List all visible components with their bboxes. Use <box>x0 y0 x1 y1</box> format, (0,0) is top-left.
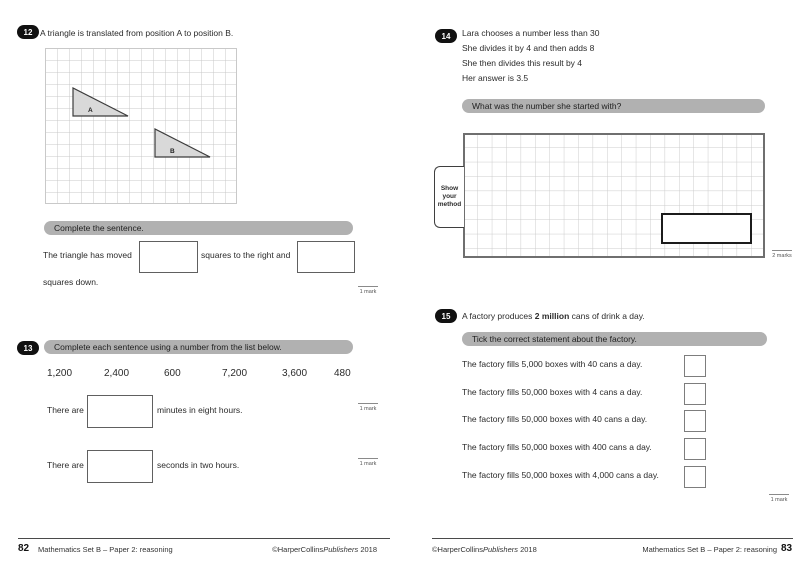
translation-grid <box>45 48 237 204</box>
q13-sentence1-suffix: minutes in eight hours. <box>157 405 243 415</box>
q15-statement: The factory fills 50,000 boxes with 4,000 cans a day. <box>462 470 659 480</box>
q15-checkbox-5[interactable] <box>684 466 706 488</box>
right-page-number: 83 <box>781 543 793 554</box>
show-method-line: method <box>437 201 462 208</box>
q13-number-option: 2,400 <box>104 368 130 379</box>
q15-instruction: Tick the correct statement about the factory. <box>472 334 637 344</box>
copyright-year: 2018 <box>520 545 537 554</box>
q15-checkbox-1[interactable] <box>684 355 706 377</box>
q14-instruction: What was the number she started with? <box>472 101 622 111</box>
q14-line: She divides it by 4 and then adds 8 <box>462 43 595 53</box>
q15-statement: The factory fills 50,000 boxes with 4 cans a day. <box>462 387 643 397</box>
q12-sentence-end: squares down. <box>43 277 99 287</box>
q15-statement: The factory fills 50,000 boxes with 40 cans a day. <box>462 414 648 424</box>
q14-marks-label: 2 marks <box>772 250 792 259</box>
q15-prompt-end: cans of drink a day. <box>571 311 645 321</box>
q13-mark-label-1: 1 mark <box>358 403 378 412</box>
right-footer-title: Mathematics Set B – Paper 2: reasoning <box>642 545 777 554</box>
q13-number-option: 600 <box>164 368 181 379</box>
q14-answer-box[interactable] <box>661 213 752 244</box>
left-footer-copyright <box>272 545 377 554</box>
q13-sentence2-prefix: There are <box>47 460 84 470</box>
q13-number-option: 1,200 <box>47 368 73 379</box>
q13-sentence1-prefix: There are <box>47 405 84 415</box>
q12-answer-box-right[interactable] <box>139 241 198 273</box>
q13-mark-label-2: 1 mark <box>358 458 378 467</box>
triangle-b-label: B <box>170 148 175 155</box>
question-13-number: 13 <box>23 343 33 353</box>
question-12-badge <box>17 25 39 39</box>
copyright-publisher: Publishers <box>482 545 518 554</box>
q13-instruction: Complete each sentence using a number from the list below. <box>54 342 282 352</box>
q15-instruction-bar <box>462 332 767 346</box>
q15-checkbox-2[interactable] <box>684 383 706 405</box>
q15-prompt-start: A factory produces <box>462 311 533 321</box>
q14-instruction-bar <box>462 99 765 113</box>
q12-answer-box-down[interactable] <box>297 241 355 273</box>
q12-instruction-bar <box>44 221 353 235</box>
q15-statement: The factory fills 50,000 boxes with 400 cans a day. <box>462 442 652 452</box>
question-13-badge <box>17 341 39 355</box>
q13-number-option: 3,600 <box>282 368 308 379</box>
q15-checkbox-3[interactable] <box>684 410 706 432</box>
grid-squares <box>45 48 237 204</box>
question-15-number: 15 <box>441 311 451 321</box>
q14-line: She then divides this result by 4 <box>462 58 583 68</box>
show-your-method-tab <box>434 166 464 228</box>
copyright-prefix: ©HarperCollins <box>432 545 483 554</box>
left-footer-rule <box>18 538 390 539</box>
q13-number-option: 480 <box>334 368 351 379</box>
copyright-publisher: Publishers <box>323 545 359 554</box>
show-method-line: your <box>442 193 457 200</box>
right-footer-rule <box>432 538 793 539</box>
question-14-badge <box>435 29 457 43</box>
show-method-line: Show <box>440 185 459 192</box>
q15-prompt <box>462 311 645 321</box>
q12-instruction: Complete the sentence. <box>54 223 144 233</box>
question-15-badge <box>435 309 457 323</box>
q13-answer-box-minutes[interactable] <box>87 395 153 428</box>
question-12-prompt: A triangle is translated from position A to position B. <box>40 28 234 38</box>
q14-line: Lara chooses a number less than 30 <box>462 28 600 38</box>
q15-checkbox-4[interactable] <box>684 438 706 460</box>
q12-mark-label: 1 mark <box>358 286 378 295</box>
q15-prompt-bold: 2 million <box>534 311 570 321</box>
triangle-a-label: A <box>88 107 93 114</box>
copyright-year: 2018 <box>360 545 377 554</box>
q13-answer-box-seconds[interactable] <box>87 450 153 483</box>
q14-statement-lines <box>462 26 600 86</box>
q13-instruction-bar <box>44 340 353 354</box>
q13-sentence2-suffix: seconds in two hours. <box>157 460 240 470</box>
q15-mark-label: 1 mark <box>769 494 789 503</box>
left-footer-title: Mathematics Set B – Paper 2: reasoning <box>38 545 173 554</box>
q12-sentence-middle: squares to the right and <box>201 250 291 260</box>
q14-line: Her answer is 3.5 <box>462 73 529 83</box>
copyright-prefix: ©HarperCollins <box>272 545 324 554</box>
question-14-number: 14 <box>441 31 451 41</box>
question-12-number: 12 <box>23 27 33 37</box>
left-page-number: 82 <box>18 543 30 554</box>
q13-number-option: 7,200 <box>222 368 248 379</box>
q15-statement: The factory fills 5,000 boxes with 40 cans a day. <box>462 359 643 369</box>
right-footer-copyright <box>432 545 537 554</box>
q12-sentence-start: The triangle has moved <box>43 250 132 260</box>
